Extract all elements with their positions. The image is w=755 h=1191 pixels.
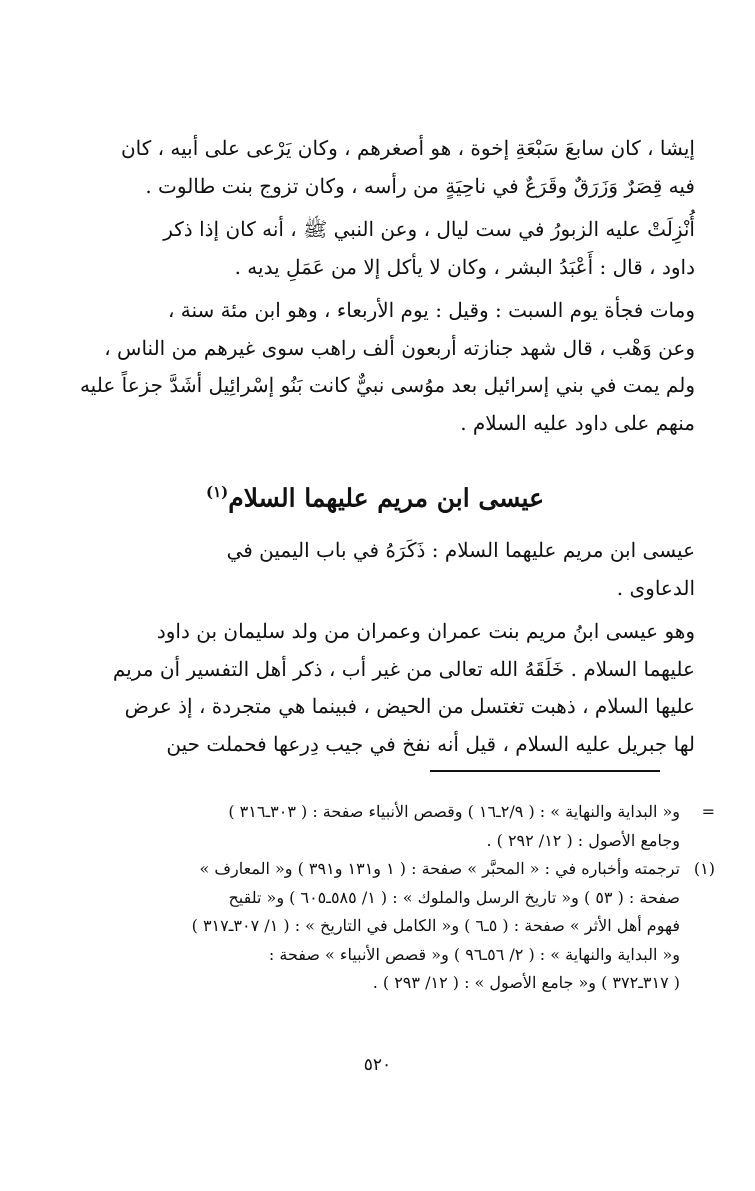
page-number: ٥٢٠ [363, 1055, 392, 1075]
heading-text: عيسى ابن مريم عليهما السلام [228, 483, 544, 513]
paragraph-4 [55, 532, 695, 607]
footnote-line: و« البداية والنهاية » : ( ٢/ ٥٦ـ٩٦ ) و« قصص الأنبياء » صفحة : [268, 944, 680, 964]
section-heading [55, 472, 695, 518]
footnote-separator [430, 770, 660, 772]
footnote-text [55, 855, 680, 998]
text-line: وهو عيسى ابنُ مريم بنت عمران وعمران من ولد سليمان بن داود [156, 619, 695, 644]
paragraph-2 [55, 211, 695, 286]
text-line: داود ، قال : أَعْبَدُ البشر ، وكان لا يأكل إلا من عَمَلِ يديه . [234, 254, 695, 279]
paragraph-1 [55, 130, 695, 205]
text-line: وعن وَهْب ، قال شهد جنازته أربعون ألف راهب سوى غيرهم من الناس ، [104, 335, 695, 360]
text-line: ولم يمت في بني إسرائيل بعد موُسى نبيٌّ كانت بَنُو إسْرائِيل أشَدَّ جزعاً عليه [79, 373, 695, 397]
paragraph-5 [55, 613, 695, 763]
footnote-line: ترجمته وأخباره في : « المحبَّر » صفحة : ( ١ و١٣١ و٣٩١ ) و« المعارف » [199, 859, 680, 878]
footnote-continuation [55, 798, 715, 855]
footnote-reference: (١) [205, 483, 229, 501]
text-line: منهم على داود عليه السلام . [460, 410, 695, 435]
text-line: لها جبريل عليه السلام ، قيل أنه نفخ في جيب دِرعها فحملت حين [166, 731, 695, 756]
footnote-line: و« البداية والنهاية » : ( ٢/٩ـ١٦ ) وقصص الأنبياء صفحة : ( ٣٠٣ـ٣١٦ ) [228, 802, 680, 821]
footnote-mark: (١) [693, 859, 715, 878]
text-line: عليهما السلام . خَلَقَهُ الله تعالى من غير أب ، ذكر أهل التفسير أن مريم [112, 656, 695, 681]
paragraph-3 [55, 292, 695, 442]
text-line: عليها السلام ، ذهبت تغتسل من الحيض ، فبينما هي متجردة ، إذ عرض [124, 694, 695, 719]
text-line: ومات فجأة يوم السبت : وقيل : يوم الأربعاء ، وهو ابن مئة سنة ، [167, 298, 695, 322]
footnote-line: وجامع الأصول : ( ١٢/ ٢٩٢ ) . [486, 830, 680, 850]
footnote-line: ( ٣١٧ـ٣٧٢ ) و« جامع الأصول » : ( ١٢/ ٢٩٣ ) . [372, 973, 680, 992]
main-text [55, 130, 695, 763]
footnote-1 [55, 855, 715, 998]
text-line: أُنْزِلَتْ عليه الزبورُ في ست ليال ، وعن النبي ﷺ ، أنه كان إذا ذكر [163, 217, 695, 241]
text-line: فيه قِصَرٌ وَزَرَقٌ وقَرَعٌ في ناحِيَةٍ من رأسه ، وكان تزوج بنت طالوت . [145, 173, 695, 198]
text-line: إيشا ، كان سابعَ سَبْعَةِ إخوة ، هو أصغرهم ، وكان يَرْعى على أبيه ، كان [120, 136, 695, 160]
footnotes [55, 798, 715, 998]
footnote-line: فهوم أهل الأثر » صفحة : ( ٥ـ٦ ) و« الكامل في التاريخ » : ( ١/ ٣٠٧ـ٣١٧ ) [191, 916, 680, 935]
text-line: عيسى ابن مريم عليهما السلام : ذَكَرَهُ في باب اليمين في [226, 538, 695, 563]
footnote-text [55, 798, 680, 855]
text-line: الدعاوى . [616, 575, 695, 600]
footnote-mark: = [701, 802, 715, 821]
footnote-line: صفحة : ( ٥٣ ) و« تاريخ الرسل والملوك » : ( ١/ ٥٨٥ـ٦٠٥ ) و« تلقيح [228, 887, 680, 907]
